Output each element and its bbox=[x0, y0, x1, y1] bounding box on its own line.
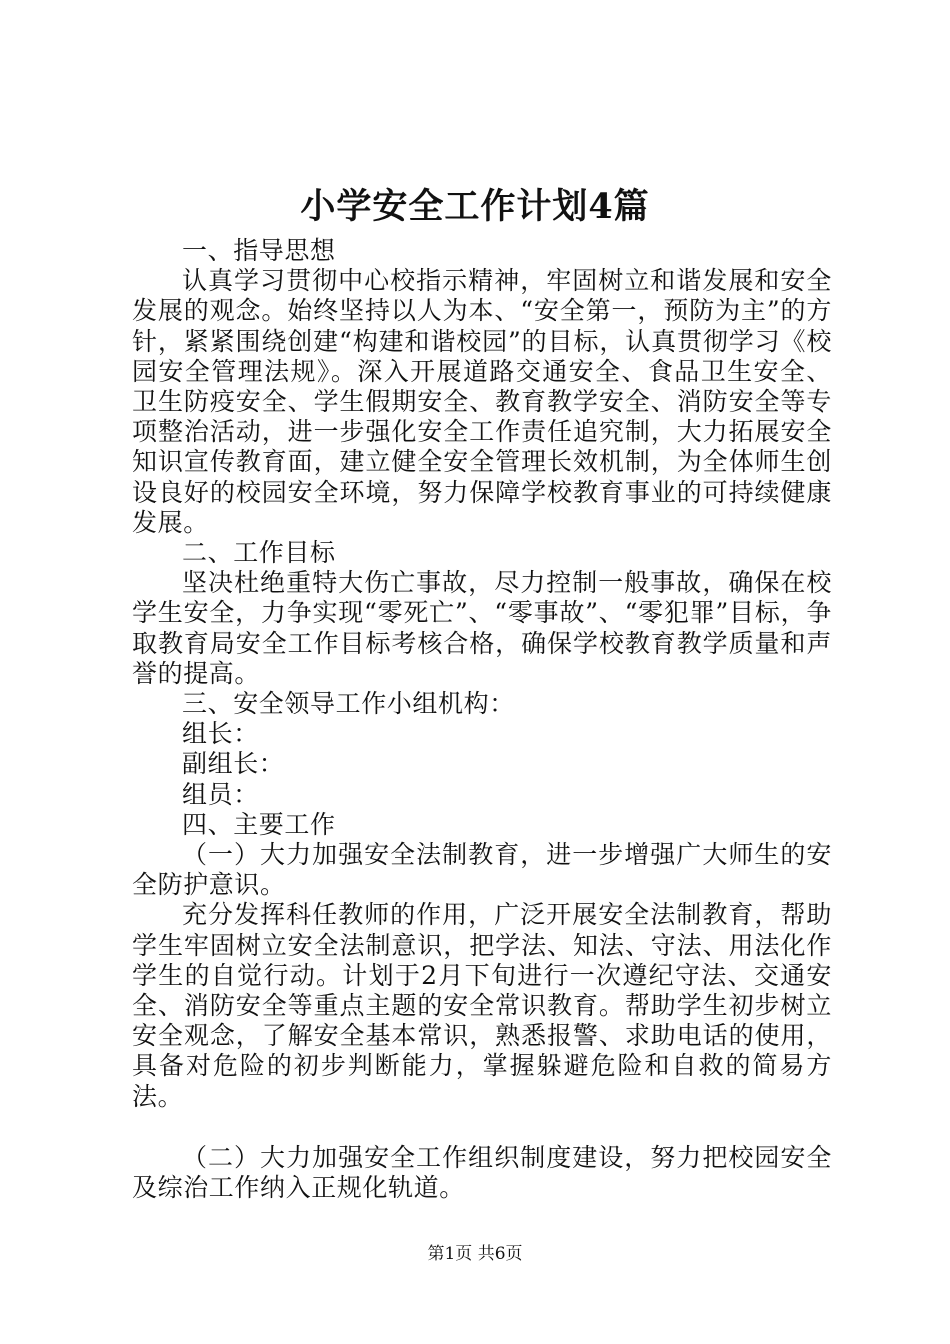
document-body bbox=[132, 236, 832, 1203]
page-footer: 第1页 共6页 bbox=[427, 1244, 523, 1264]
paragraph-work-goals: 坚决杜绝重特大伤亡事故，尽力控制一般事故，确保在校学生安全，力争实现“零死亡”、“零事故”、“零犯罪”目标，争取教育局安全工作目标考核合格，确保学校教育教学质量和声誉的提高。 bbox=[132, 568, 832, 688]
paragraph-legal-education: 充分发挥科任教师的作用，广泛开展安全法制教育，帮助学生牢固树立安全法制意识，把学法、知法、守法、用法化作学生的自觉行动。计划于2月下旬进行一次遵纪守法、交通安全、消防安全等重点主题的安全常识教育。帮助学生初步树立安全观念，了解安全基本常识，熟悉报警、求助电话的使用，具备对危险的初步判断能力，掌握躲避危险和自救的简易方法。 bbox=[132, 900, 832, 1111]
line-group-members: 组员： bbox=[182, 779, 259, 809]
section-heading-leadership-group: 三、安全领导工作小组机构： bbox=[182, 689, 515, 719]
subheading-legal-education: （一）大力加强安全法制教育，进一步增强广大师生的安全防护意识。 bbox=[132, 840, 832, 900]
paragraph-guiding-ideology: 认真学习贯彻中心校指示精神，牢固树立和谐发展和安全发展的观念。始终坚持以人为本、“安全第一，预防为主”的方针，紧紧围绕创建“构建和谐校园”的目标，认真贯彻学习《校园安全管理法规》。深入开展道路交通安全、食品卫生安全、卫生防疫安全、学生假期安全、教育教学安全、消防安全等专项整治活动，进一步强化安全工作责任追究制，大力拓展安全知识宣传教育面，建立健全安全管理长效机制，为全体师生创设良好的校园安全环境，努力保障学校教育事业的可持续健康发展。 bbox=[132, 266, 832, 537]
section-heading-guiding-ideology: 一、指导思想 bbox=[182, 236, 336, 265]
line-deputy-leader: 副组长： bbox=[182, 749, 285, 779]
section-heading-main-work: 四、主要工作 bbox=[182, 809, 336, 839]
document-title: 小学安全工作计划4篇 bbox=[300, 186, 650, 227]
line-group-leader: 组长： bbox=[182, 719, 259, 749]
section-heading-work-goals: 二、工作目标 bbox=[182, 538, 336, 568]
subheading-organization-system: （二）大力加强安全工作组织制度建设，努力把校园安全及综治工作纳入正规化轨道。 bbox=[132, 1142, 832, 1203]
